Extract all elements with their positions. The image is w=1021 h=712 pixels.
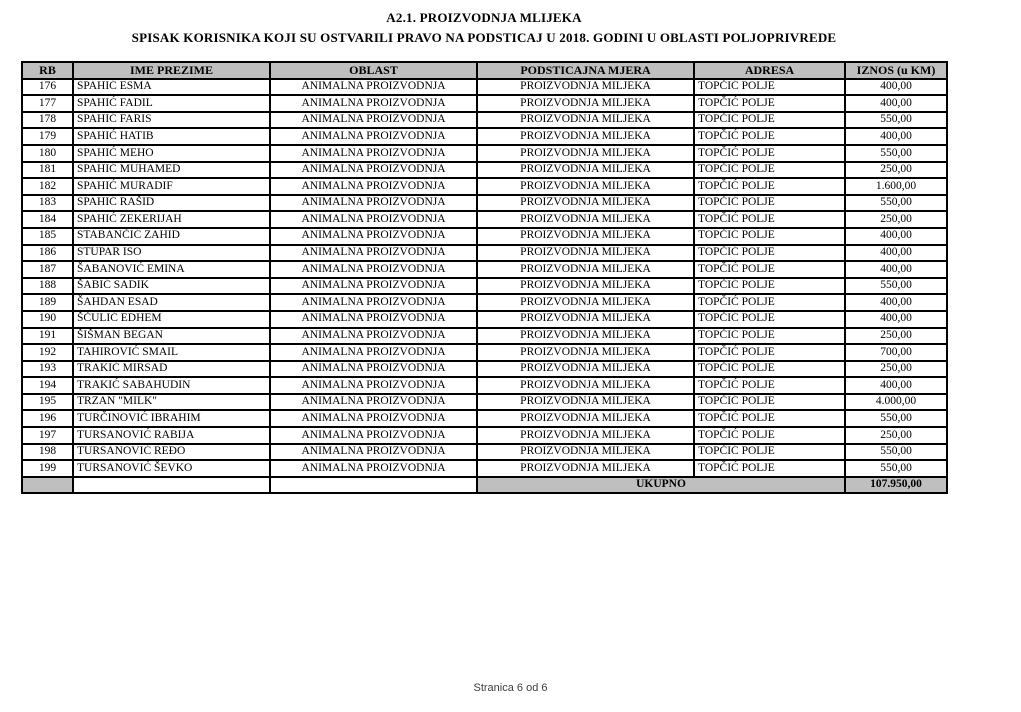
table-row: [22, 128, 947, 145]
cell-iznos: 700,00: [845, 344, 947, 361]
cell-iznos: 550,00: [845, 145, 947, 162]
cell-mjera: PROIZVODNJA MILJEKA: [477, 178, 694, 195]
table-row: [22, 95, 947, 112]
cell-oblast: ANIMALNA PROIZVODNJA: [270, 261, 477, 278]
table-header-row: [22, 62, 947, 79]
cell-iznos: 550,00: [845, 444, 947, 461]
cell-name: ŠABIĆ SADIK: [73, 278, 270, 295]
table-row: [22, 228, 947, 245]
cell-rb: 199: [22, 460, 73, 477]
cell-rb: 192: [22, 344, 73, 361]
cell-name: SPAHIĆ FARIS: [73, 112, 270, 129]
cell-name: SPAHIĆ HATIB: [73, 128, 270, 145]
cell-name: SPAHIĆ MUHAMED: [73, 162, 270, 179]
cell-mjera: PROIZVODNJA MILJEKA: [477, 195, 694, 212]
cell-name: SPAHIĆ MEHO: [73, 145, 270, 162]
cell-adresa: TOPČIĆ POLJE: [694, 261, 845, 278]
cell-name: ŠIŠMAN BEGAN: [73, 328, 270, 345]
cell-mjera: PROIZVODNJA MILJEKA: [477, 162, 694, 179]
cell-oblast: ANIMALNA PROIZVODNJA: [270, 211, 477, 228]
cell-name: SPAHIĆ ZEKERIJAH: [73, 211, 270, 228]
cell-oblast: ANIMALNA PROIZVODNJA: [270, 311, 477, 328]
cell-mjera: PROIZVODNJA MILJEKA: [477, 261, 694, 278]
table-row: [22, 195, 947, 212]
cell-oblast: ANIMALNA PROIZVODNJA: [270, 328, 477, 345]
cell-name: TURSANOVIĆ ŠEVKO: [73, 460, 270, 477]
cell-oblast: ANIMALNA PROIZVODNJA: [270, 162, 477, 179]
table-row: [22, 311, 947, 328]
cell-adresa: TOPČIĆ POLJE: [694, 128, 845, 145]
table-row: [22, 328, 947, 345]
cell-adresa: TOPČIĆ POLJE: [694, 228, 845, 245]
cell-mjera: PROIZVODNJA MILJEKA: [477, 245, 694, 262]
cell-mjera: PROIZVODNJA MILJEKA: [477, 128, 694, 145]
cell-oblast: ANIMALNA PROIZVODNJA: [270, 178, 477, 195]
cell-name: ŠAHDAN ESAD: [73, 294, 270, 311]
cell-name: ŠČULIĆ EDHEM: [73, 311, 270, 328]
table-row: [22, 377, 947, 394]
cell-adresa: TOPČIĆ POLJE: [694, 394, 845, 411]
table-row: [22, 112, 947, 129]
cell-adresa: TOPČIĆ POLJE: [694, 245, 845, 262]
cell-oblast: ANIMALNA PROIZVODNJA: [270, 245, 477, 262]
cell-oblast: ANIMALNA PROIZVODNJA: [270, 95, 477, 112]
cell-name: TRAKIĆ MIRSAD: [73, 361, 270, 378]
table-row: [22, 211, 947, 228]
cell-mjera: PROIZVODNJA MILJEKA: [477, 460, 694, 477]
cell-rb: 179: [22, 128, 73, 145]
cell-rb: 187: [22, 261, 73, 278]
cell-mjera: PROIZVODNJA MILJEKA: [477, 211, 694, 228]
cell-rb: 190: [22, 311, 73, 328]
cell-iznos: 250,00: [845, 211, 947, 228]
cell-name: SPAHIĆ RAŠID: [73, 195, 270, 212]
table-row: [22, 361, 947, 378]
cell-oblast: ANIMALNA PROIZVODNJA: [270, 128, 477, 145]
cell-rb: 195: [22, 394, 73, 411]
cell-mjera: PROIZVODNJA MILJEKA: [477, 444, 694, 461]
cell-rb: 186: [22, 245, 73, 262]
cell-iznos: 550,00: [845, 195, 947, 212]
cell-rb: 188: [22, 278, 73, 295]
header-iznos: IZNOS (u KM): [845, 62, 947, 79]
total-label: UKUPNO: [477, 477, 845, 494]
cell-mjera: PROIZVODNJA MILJEKA: [477, 145, 694, 162]
cell-rb: 189: [22, 294, 73, 311]
cell-mjera: PROIZVODNJA MILJEKA: [477, 278, 694, 295]
table-row: [22, 410, 947, 427]
cell-mjera: PROIZVODNJA MILJEKA: [477, 361, 694, 378]
cell-adresa: TOPČIĆ POLJE: [694, 195, 845, 212]
cell-iznos: 400,00: [845, 294, 947, 311]
cell-rb: 185: [22, 228, 73, 245]
cell-mjera: PROIZVODNJA MILJEKA: [477, 427, 694, 444]
table-row: [22, 178, 947, 195]
cell-iznos: 250,00: [845, 328, 947, 345]
cell-oblast: ANIMALNA PROIZVODNJA: [270, 444, 477, 461]
cell-iznos: 1.600,00: [845, 178, 947, 195]
cell-iznos: 550,00: [845, 410, 947, 427]
table-row: [22, 145, 947, 162]
cell-adresa: TOPČIĆ POLJE: [694, 410, 845, 427]
table-row: [22, 460, 947, 477]
cell-rb: 197: [22, 427, 73, 444]
cell-adresa: TOPČIĆ POLJE: [694, 162, 845, 179]
document-title-block: [22, 10, 946, 46]
cell-adresa: TOPČIĆ POLJE: [694, 427, 845, 444]
cell-rb: 198: [22, 444, 73, 461]
cell-name: SPAHIĆ FADIL: [73, 95, 270, 112]
cell-mjera: PROIZVODNJA MILJEKA: [477, 344, 694, 361]
table-row: [22, 162, 947, 179]
cell-adresa: TOPČIĆ POLJE: [694, 460, 845, 477]
header-oblast: OBLAST: [270, 62, 477, 79]
cell-mjera: PROIZVODNJA MILJEKA: [477, 410, 694, 427]
cell-rb: 184: [22, 211, 73, 228]
cell-iznos: 550,00: [845, 112, 947, 129]
table-row: [22, 427, 947, 444]
cell-mjera: PROIZVODNJA MILJEKA: [477, 294, 694, 311]
cell-iznos: 550,00: [845, 278, 947, 295]
cell-oblast: ANIMALNA PROIZVODNJA: [270, 394, 477, 411]
cell-iznos: 250,00: [845, 162, 947, 179]
table-row: [22, 79, 947, 96]
cell-iznos: 400,00: [845, 311, 947, 328]
cell-name: STABANČIĆ ZAHID: [73, 228, 270, 245]
cell-oblast: ANIMALNA PROIZVODNJA: [270, 145, 477, 162]
cell-rb: 176: [22, 79, 73, 96]
cell-rb: 196: [22, 410, 73, 427]
table-body: [22, 79, 947, 477]
cell-adresa: TOPČIĆ POLJE: [694, 79, 845, 96]
cell-rb: 191: [22, 328, 73, 345]
cell-name: TURSANOVIĆ REĐO: [73, 444, 270, 461]
cell-oblast: ANIMALNA PROIZVODNJA: [270, 460, 477, 477]
header-adresa: ADRESA: [694, 62, 845, 79]
cell-rb: 177: [22, 95, 73, 112]
cell-oblast: ANIMALNA PROIZVODNJA: [270, 361, 477, 378]
cell-name: TAHIROVIĆ SMAIL: [73, 344, 270, 361]
cell-mjera: PROIZVODNJA MILJEKA: [477, 328, 694, 345]
cell-oblast: ANIMALNA PROIZVODNJA: [270, 195, 477, 212]
cell-iznos: 550,00: [845, 460, 947, 477]
cell-iznos: 400,00: [845, 245, 947, 262]
cell-adresa: TOPČIĆ POLJE: [694, 311, 845, 328]
cell-oblast: ANIMALNA PROIZVODNJA: [270, 112, 477, 129]
cell-adresa: TOPČIĆ POLJE: [694, 278, 845, 295]
cell-name: SPAHIĆ ESMA: [73, 79, 270, 96]
table-row: [22, 261, 947, 278]
cell-rb: 181: [22, 162, 73, 179]
page-subtitle: SPISAK KORISNIKA KOJI SU OSTVARILI PRAVO NA PODSTICAJ U 2018. GODINI U OBLASTI POLJOPRIVREDE: [131, 30, 837, 45]
table-row: [22, 344, 947, 361]
cell-rb: 182: [22, 178, 73, 195]
table-row: [22, 444, 947, 461]
cell-name: STUPAR ISO: [73, 245, 270, 262]
cell-name: TURČINOVIĆ IBRAHIM: [73, 410, 270, 427]
cell-oblast: ANIMALNA PROIZVODNJA: [270, 344, 477, 361]
table-row: [22, 245, 947, 262]
cell-mjera: PROIZVODNJA MILJEKA: [477, 228, 694, 245]
cell-mjera: PROIZVODNJA MILJEKA: [477, 394, 694, 411]
cell-rb: 183: [22, 195, 73, 212]
cell-adresa: TOPČIĆ POLJE: [694, 344, 845, 361]
cell-name: SPAHIĆ MURADIF: [73, 178, 270, 195]
total-blank-rb: [22, 477, 73, 494]
cell-oblast: ANIMALNA PROIZVODNJA: [270, 377, 477, 394]
cell-iznos: 250,00: [845, 361, 947, 378]
cell-adresa: TOPČIĆ POLJE: [694, 444, 845, 461]
cell-adresa: TOPČIĆ POLJE: [694, 294, 845, 311]
cell-adresa: TOPČIĆ POLJE: [694, 328, 845, 345]
cell-iznos: 250,00: [845, 427, 947, 444]
cell-oblast: ANIMALNA PROIZVODNJA: [270, 278, 477, 295]
cell-iznos: 4.000,00: [845, 394, 947, 411]
cell-adresa: TOPČIĆ POLJE: [694, 178, 845, 195]
cell-rb: 180: [22, 145, 73, 162]
cell-oblast: ANIMALNA PROIZVODNJA: [270, 427, 477, 444]
cell-name: TURSANOVIĆ RABIJA: [73, 427, 270, 444]
cell-mjera: PROIZVODNJA MILJEKA: [477, 95, 694, 112]
cell-adresa: TOPČIĆ POLJE: [694, 361, 845, 378]
cell-iznos: 400,00: [845, 79, 947, 96]
cell-adresa: TOPČIĆ POLJE: [694, 377, 845, 394]
cell-oblast: ANIMALNA PROIZVODNJA: [270, 79, 477, 96]
header-name: IME PREZIME: [73, 62, 270, 79]
cell-adresa: TOPČIĆ POLJE: [694, 95, 845, 112]
total-blank-name: [73, 477, 270, 494]
table-row: [22, 294, 947, 311]
cell-mjera: PROIZVODNJA MILJEKA: [477, 112, 694, 129]
cell-iznos: 400,00: [845, 377, 947, 394]
cell-oblast: ANIMALNA PROIZVODNJA: [270, 294, 477, 311]
cell-adresa: TOPČIĆ POLJE: [694, 145, 845, 162]
cell-iznos: 400,00: [845, 261, 947, 278]
header-rb: RB: [22, 62, 73, 79]
subsidy-table: [21, 61, 948, 494]
header-mjera: PODSTICAJNA MJERA: [477, 62, 694, 79]
cell-name: TRAKIĆ SABAHUDIN: [73, 377, 270, 394]
cell-iznos: 400,00: [845, 228, 947, 245]
table-row: [22, 394, 947, 411]
cell-oblast: ANIMALNA PROIZVODNJA: [270, 410, 477, 427]
cell-adresa: TOPČIĆ POLJE: [694, 112, 845, 129]
cell-mjera: PROIZVODNJA MILJEKA: [477, 79, 694, 96]
cell-name: ŠABANOVIĆ EMINA: [73, 261, 270, 278]
total-blank-oblast: [270, 477, 477, 494]
cell-mjera: PROIZVODNJA MILJEKA: [477, 311, 694, 328]
cell-name: TRZAN "MILK": [73, 394, 270, 411]
cell-mjera: PROIZVODNJA MILJEKA: [477, 377, 694, 394]
total-value: 107.950,00: [845, 477, 947, 494]
page-number-footer: Stranica 6 od 6: [473, 682, 548, 694]
table-row: [22, 278, 947, 295]
cell-oblast: ANIMALNA PROIZVODNJA: [270, 228, 477, 245]
cell-rb: 194: [22, 377, 73, 394]
table-total-row: [22, 477, 947, 494]
cell-iznos: 400,00: [845, 95, 947, 112]
cell-adresa: TOPČIĆ POLJE: [694, 211, 845, 228]
cell-rb: 193: [22, 361, 73, 378]
cell-iznos: 400,00: [845, 128, 947, 145]
page-title: A2.1. PROIZVODNJA MLIJEKA: [386, 10, 582, 25]
cell-rb: 178: [22, 112, 73, 129]
